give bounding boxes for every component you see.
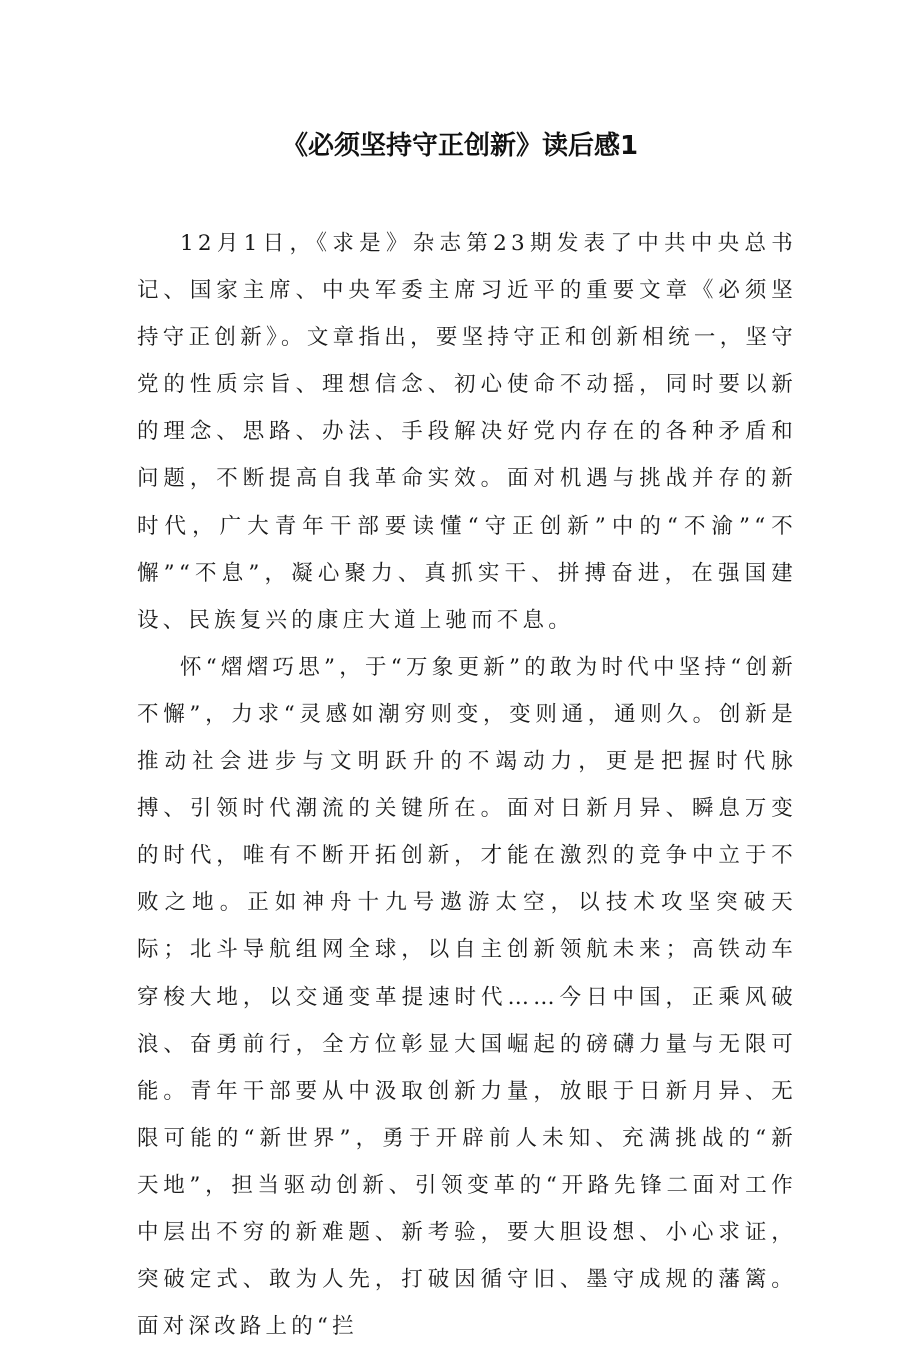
paragraph-1: 12月1日，《求是》杂志第23期发表了中共中央总书记、国家主席、中央军委主席习近平的重要文章《必须坚持守正创新》。文章指出，要坚持守正和创新相统一，坚守党的性质宗旨、理想信念、初心使命不动摇，同时要以新的理念、思路、办法、手段解决好党内存在的各种矛盾和问题，不断提高自我革命实效。面对机遇与挑战并存的新时代，广大青年干部要读懂“守正创新”中的“不渝”“不懈”“不息”，凝心聚力、真抓实干、拼搏奋进，在强国建设、民族复兴的康庄大道上驰而不息。 xyxy=(137,231,797,633)
document-title: 《必须坚持守正创新》读后感1 xyxy=(281,131,639,161)
document-body xyxy=(137,220,797,1350)
paragraph-2: 怀“熠熠巧思”，于“万象更新”的敢为时代中坚持“创新不懈”，力求“灵感如潮穷则变，变则通，通则久。创新是推动社会进步与文明跃升的不竭动力，更是把握时代脉搏、引领时代潮流的关键所在。面对日新月异、瞬息万变的时代，唯有不断开拓创新，才能在激烈的竞争中立于不败之地。正如神舟十九号遨游太空，以技术攻坚突破天际；北斗导航组网全球，以自主创新领航未来；高铁动车穿梭大地，以交通变革提速时代……今日中国，正乘风破浪、奋勇前行，全方位彰显大国崛起的磅礴力量与无限可能。青年干部要从中汲取创新力量，放眼于日新月异、无限可能的“新世界”，勇于开辟前人未知、充满挑战的“新天地”，担当驱动创新、引领变革的“开路先锋二面对工作中层出不穷的新难题、新考验，要大胆设想、小心求证，突破定式、敢为人先，打破因循守旧、墨守成规的藩篱。面对深改路上的“拦 xyxy=(137,654,797,1340)
